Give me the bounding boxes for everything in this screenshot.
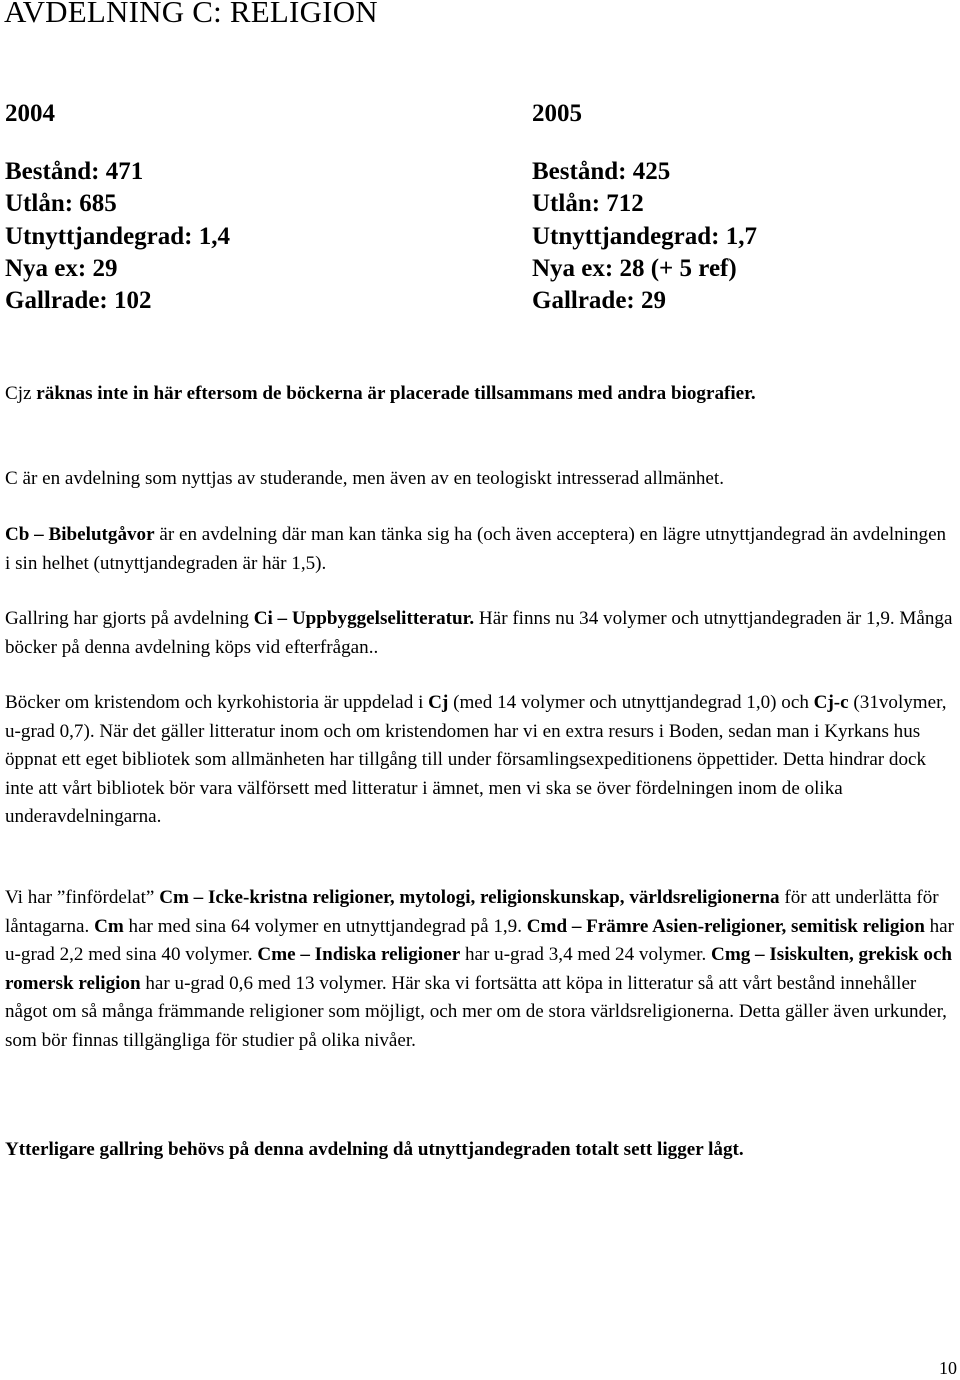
text-run: Vi har ”finfördelat” — [5, 887, 160, 908]
stat-bestand: Bestånd: 425 — [532, 158, 671, 185]
bold-run: Ci – Uppbyggelselitteratur. — [253, 608, 475, 629]
page-title: AVDELNING C: RELIGION — [4, 0, 378, 29]
text-run: C är en avdelning som nyttjas av studerande, men även av en teologiskt intresserad allmänhet. — [5, 468, 724, 489]
stat-gallrade: Gallrade: 102 — [5, 287, 152, 315]
paragraph-cb — [5, 521, 955, 578]
bold-run: Cm – Icke-kristna religioner, mytologi, religionskunskap, världsreligionerna — [159, 887, 780, 908]
stat-utnyttjandegrad: Utnyttjandegrad: 1,7 — [532, 222, 757, 250]
year-heading: 2004 — [5, 100, 55, 127]
bold-run: räknas inte in här eftersom de böckerna är placerade tillsammans med andra biografier. — [36, 383, 756, 404]
stat-bestand: Bestånd: 471 — [5, 158, 144, 185]
stat-nya-ex: Nya ex: 29 — [5, 254, 118, 282]
text-run: (31volymer, u-grad 0,7). När det gäller litteratur inom och om kristendomen har vi en extra resurs i Boden, sedan man i Kyrkans hus öppnat ett eget bibliotek som allmänheten har tillgång till under församlingsexpeditionens öppettider. Detta hindrar dock inte att vårt bibliotek bör vara välförsett med litteratur i ämnet, men vi ska se över fördelningen inom de olika underavdelningarna. — [5, 692, 947, 828]
stat-gallrade: Gallrade: 29 — [532, 287, 667, 315]
stat-utlan: Utlån: 685 — [5, 190, 117, 218]
paragraph-ci — [5, 605, 955, 662]
paragraph-cjz — [5, 380, 955, 409]
paragraph-cm — [5, 884, 955, 1056]
bold-run: Cmg – Isiskulten, grekisk och romersk religion — [5, 944, 953, 994]
stat-utlan: Utlån: 712 — [532, 190, 644, 218]
paragraph-conclusion — [5, 1136, 955, 1165]
paragraph-cj — [5, 689, 955, 832]
year-heading: 2005 — [532, 100, 582, 127]
text-run: för att underlätta för låntagarna. — [5, 887, 939, 937]
text-run: har u-grad 0,6 med 13 volymer. Här ska vi fortsätta att köpa in litteratur så att vårt bestånd innehåller något om så många främmande religioner som möjligt, och mer om de stora världsreligionerna. Detta gäller även urkunder, som bör finnas tillgängliga för studier på olika nivåer. — [5, 972, 947, 1051]
bold-run: Ytterligare gallring behövs på denna avdelning då utnyttjandegraden totalt sett ligger lågt. — [5, 1139, 744, 1160]
bold-run: Cme – Indiska religioner — [257, 944, 461, 966]
text-run: har med sina 64 volymer en utnyttjandegrad på 1,9. — [123, 915, 527, 937]
text-run: Gallring har gjorts på avdelning — [5, 608, 254, 629]
paragraph-c-intro — [5, 465, 955, 494]
text-run: (med 14 volymer och utnyttjandegrad 1,0) och — [448, 692, 814, 713]
bold-run: Cm — [94, 915, 124, 937]
text-run: har u-grad 2,2 med sina 40 volymer. — [5, 915, 955, 966]
text-run: Böcker om kristendom och kyrkohistoria är uppdelad i — [5, 692, 429, 713]
stat-utnyttjandegrad: Utnyttjandegrad: 1,4 — [5, 222, 230, 250]
bold-run: Cb – Bibelutgåvor — [5, 524, 155, 545]
page-number: 10 — [939, 1358, 957, 1378]
text-run: Här finns nu 34 volymer och utnyttjandegraden är 1,9. Många böcker på denna avdelning köps vid efterfrågan.. — [5, 608, 953, 658]
text-run: har u-grad 3,4 med 24 volymer. — [460, 944, 712, 966]
text-run: är en avdelning där man kan tänka sig ha (och även acceptera) en lägre utnyttjandegrad än avdelningen i sin helhet (utnyttjandegraden är här 1,5). — [5, 524, 947, 574]
stat-nya-ex: Nya ex: 28 (+ 5 ref) — [532, 254, 737, 282]
bold-run: Cj-c — [813, 692, 849, 713]
bold-run: Cj — [428, 692, 449, 713]
bold-run: Cmd – Främre Asien-religioner, semitisk religion — [526, 915, 925, 937]
text-run: Cjz — [5, 383, 37, 404]
